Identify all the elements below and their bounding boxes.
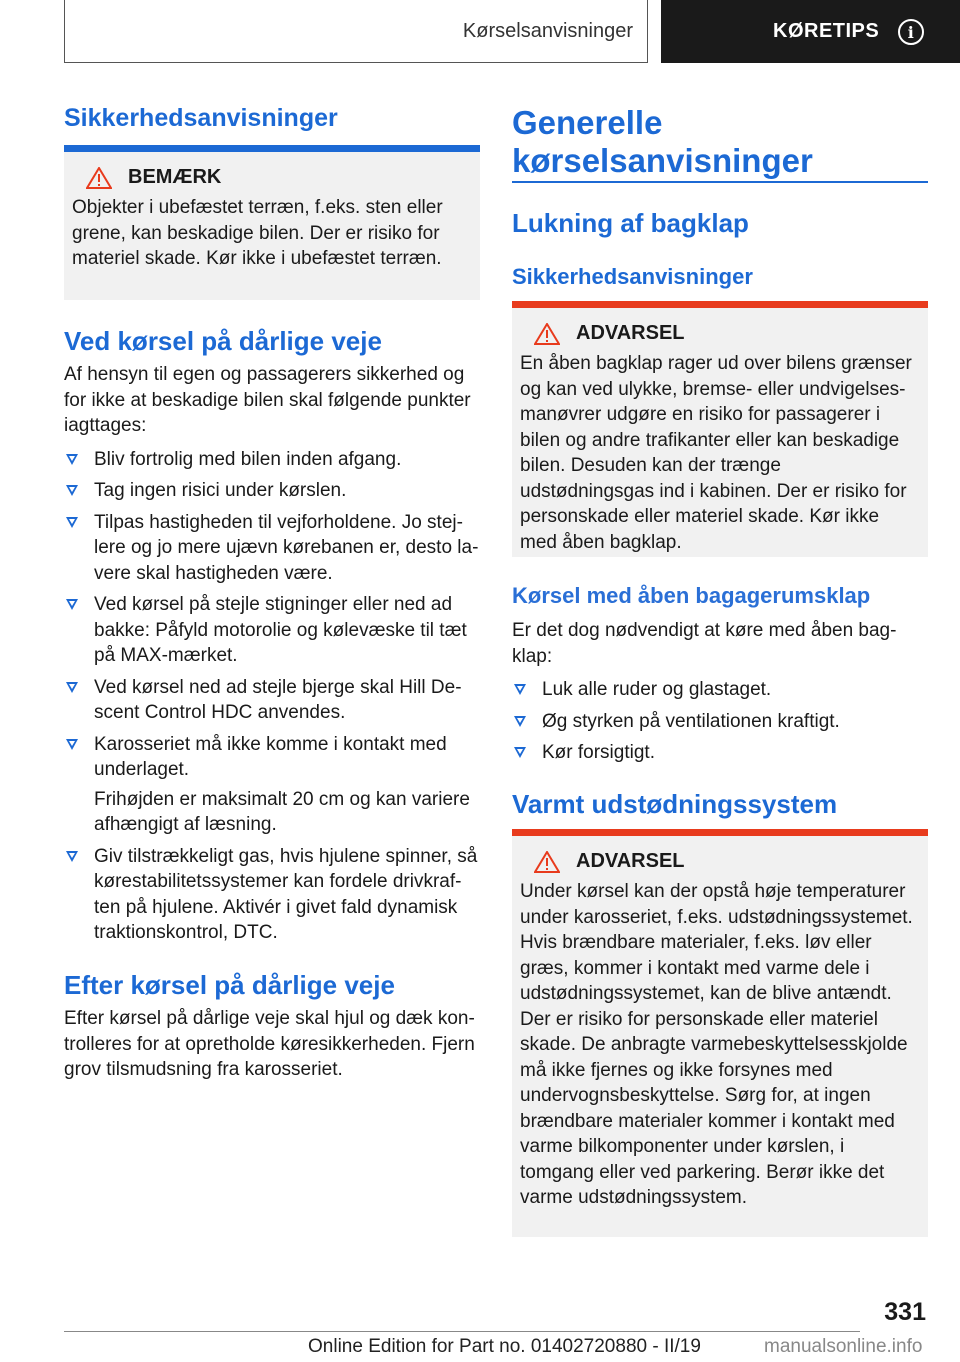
header-section-tab: [64, 0, 648, 63]
heading-closing-tailgate: Lukning af bagklap: [512, 208, 749, 238]
warning-title: [520, 850, 920, 873]
bullet-triangle-icon: [66, 682, 78, 693]
header-chapter-tab: [661, 0, 960, 63]
heading-open-trunk: Kørsel med åben bagagerumsklap: [512, 583, 871, 608]
bullet-triangle-icon: [66, 851, 78, 862]
open-trunk-list: [512, 677, 928, 766]
bullet-triangle-icon: [66, 739, 78, 750]
list-item: Øg styrken på ventilationen kraftigt.: [512, 709, 928, 735]
warning-triangle-icon: [534, 851, 560, 873]
heading-rule: [512, 181, 928, 183]
bullet-triangle-icon: [66, 599, 78, 610]
list-item: Luk alle ruder og glastaget.: [512, 677, 928, 703]
heading-safety-right: Sikkerhedsanvisninger: [512, 264, 753, 289]
warning-title-text: ADVARSEL: [576, 322, 685, 344]
warning-triangle-icon: [86, 167, 112, 189]
rough-roads-body: [64, 362, 480, 952]
footer-edition: Online Edition for Part no. 01402720880 - II/19: [308, 1336, 701, 1357]
warning-text: En åben bagklap rager ud over bilens grænser og kan ved ulykke, bremse- eller undvigelsesmanøvrer udgøre en risiko for passagerer i bilen og andre trafikanter eller kan beskadige bilen. Desuden kan der trænge udstødningsgas ind i kabinen. Der er risiko for personskade eller materiel skade. Kør ikke med åben bagklap.: [520, 353, 912, 553]
rough-roads-intro: Af hensyn til egen og passagerers sikkerhed og for ikke at beskadige bilen skal følgende punkter iagttages:: [64, 364, 471, 436]
list-item: Kør forsigtigt.: [512, 740, 928, 766]
rough-roads-list: [64, 447, 480, 783]
left-heading-safety: Sikkerhedsanvisninger: [64, 104, 338, 132]
list-item: Bliv fortrolig med bilen inden afgang.: [64, 447, 480, 473]
heading-hot-exhaust: Varmt udstødningssystem: [512, 789, 838, 819]
warning-box-exhaust: [512, 829, 928, 1237]
note-title-text: BEMÆRK: [128, 166, 222, 188]
warning-triangle-icon: [534, 323, 560, 345]
list-item: Tilpas hastigheden til vejforholdene. Jo stejlere og jo mere ujævn kørebanen er, desto lavere skal hastigheden være.: [64, 510, 480, 587]
bullet-triangle-icon: [514, 684, 526, 695]
warning-title-text: ADVARSEL: [576, 850, 685, 872]
header-chapter-label: KØRETIPS: [773, 20, 880, 42]
note-box: [64, 145, 480, 300]
warning-box-tailgate: [512, 301, 928, 557]
after-rough-roads-text: Efter kørsel på dårlige veje skal hjul og dæk kontrolleres for at opretholde køresikkerheden. Fjern grov tilsmudsning fra karosseriet.: [64, 1008, 475, 1080]
warning-title: [520, 322, 920, 345]
bullet-triangle-icon: [66, 485, 78, 496]
heading-after-rough-roads: Efter kørsel på dårlige veje: [64, 970, 395, 1000]
list-item: Karosseriet må ikke komme i kontakt med underlaget.: [64, 732, 480, 783]
bullet-sub-paragraph: Frihøjden er maksimalt 20 cm og kan variere afhængigt af læsning.: [94, 788, 470, 835]
header-section-label: Kørselsanvisninger: [462, 19, 633, 42]
info-icon: i: [898, 19, 924, 45]
list-item: Ved kørsel ned ad stejle bjerge skal Hill Descent Control HDC anvendes.: [64, 675, 480, 726]
bullet-triangle-icon: [514, 716, 526, 727]
list-item: Tag ingen risici under kørslen.: [64, 478, 480, 504]
note-title: [72, 166, 472, 189]
heading-general-driving: Generelle kørselsanvisninger: [512, 104, 813, 179]
warning-text: Under kørsel kan der opstå høje temperaturer under karosseriet, f.eks. udstødningssystemet. Hvis brændbare materialer, f.eks. løv eller græs, kommer i kontakt med varme dele i udstødningssystemet, kan de blive antændt. Der er risiko for personskade eller materiel skade. De anbragte varmebeskyttelsesskjolde må ikke fjernes og ikke forsynes med undervognsbeskyttelse. Sørg for, at ingen brændbare materialer kommer i kontakt med varme bilkomponenter under kørslen, i tomgang eller ved parkering. Berør ikke det varme udstødningssystem.: [520, 881, 913, 1208]
open-trunk-body: [512, 618, 928, 772]
list-item: Ved kørsel på stejle stigninger eller ned ad bakke: Påfyld motorolie og kølevæske til tæt på MAX-mærket.: [64, 592, 480, 669]
bullet-triangle-icon: [66, 454, 78, 465]
bullet-triangle-icon: [514, 747, 526, 758]
rough-roads-list-cont: [64, 844, 480, 946]
bullet-triangle-icon: [66, 517, 78, 528]
footer-site-watermark: manualsonline.info: [764, 1336, 923, 1357]
footer-divider: [64, 1331, 860, 1332]
note-text: Objekter i ubefæstet terræn, f.eks. sten eller grene, kan beskadige bilen. Der er risiko for materiel skade. Kør ikke i ubefæstet terræn.: [72, 197, 443, 269]
list-item: Giv tilstrækkeligt gas, hvis hjulene spinner, så kørestabilitetssystemer kan fordele drivkraften på hjulene. Aktivér i givet fald dynamisk traktionskontrol, DTC.: [64, 844, 480, 946]
page-number: 331: [884, 1298, 926, 1326]
heading-rough-roads: Ved kørsel på dårlige veje: [64, 326, 382, 356]
open-trunk-intro: Er det dog nødvendigt at køre med åben bagklap:: [512, 620, 897, 667]
